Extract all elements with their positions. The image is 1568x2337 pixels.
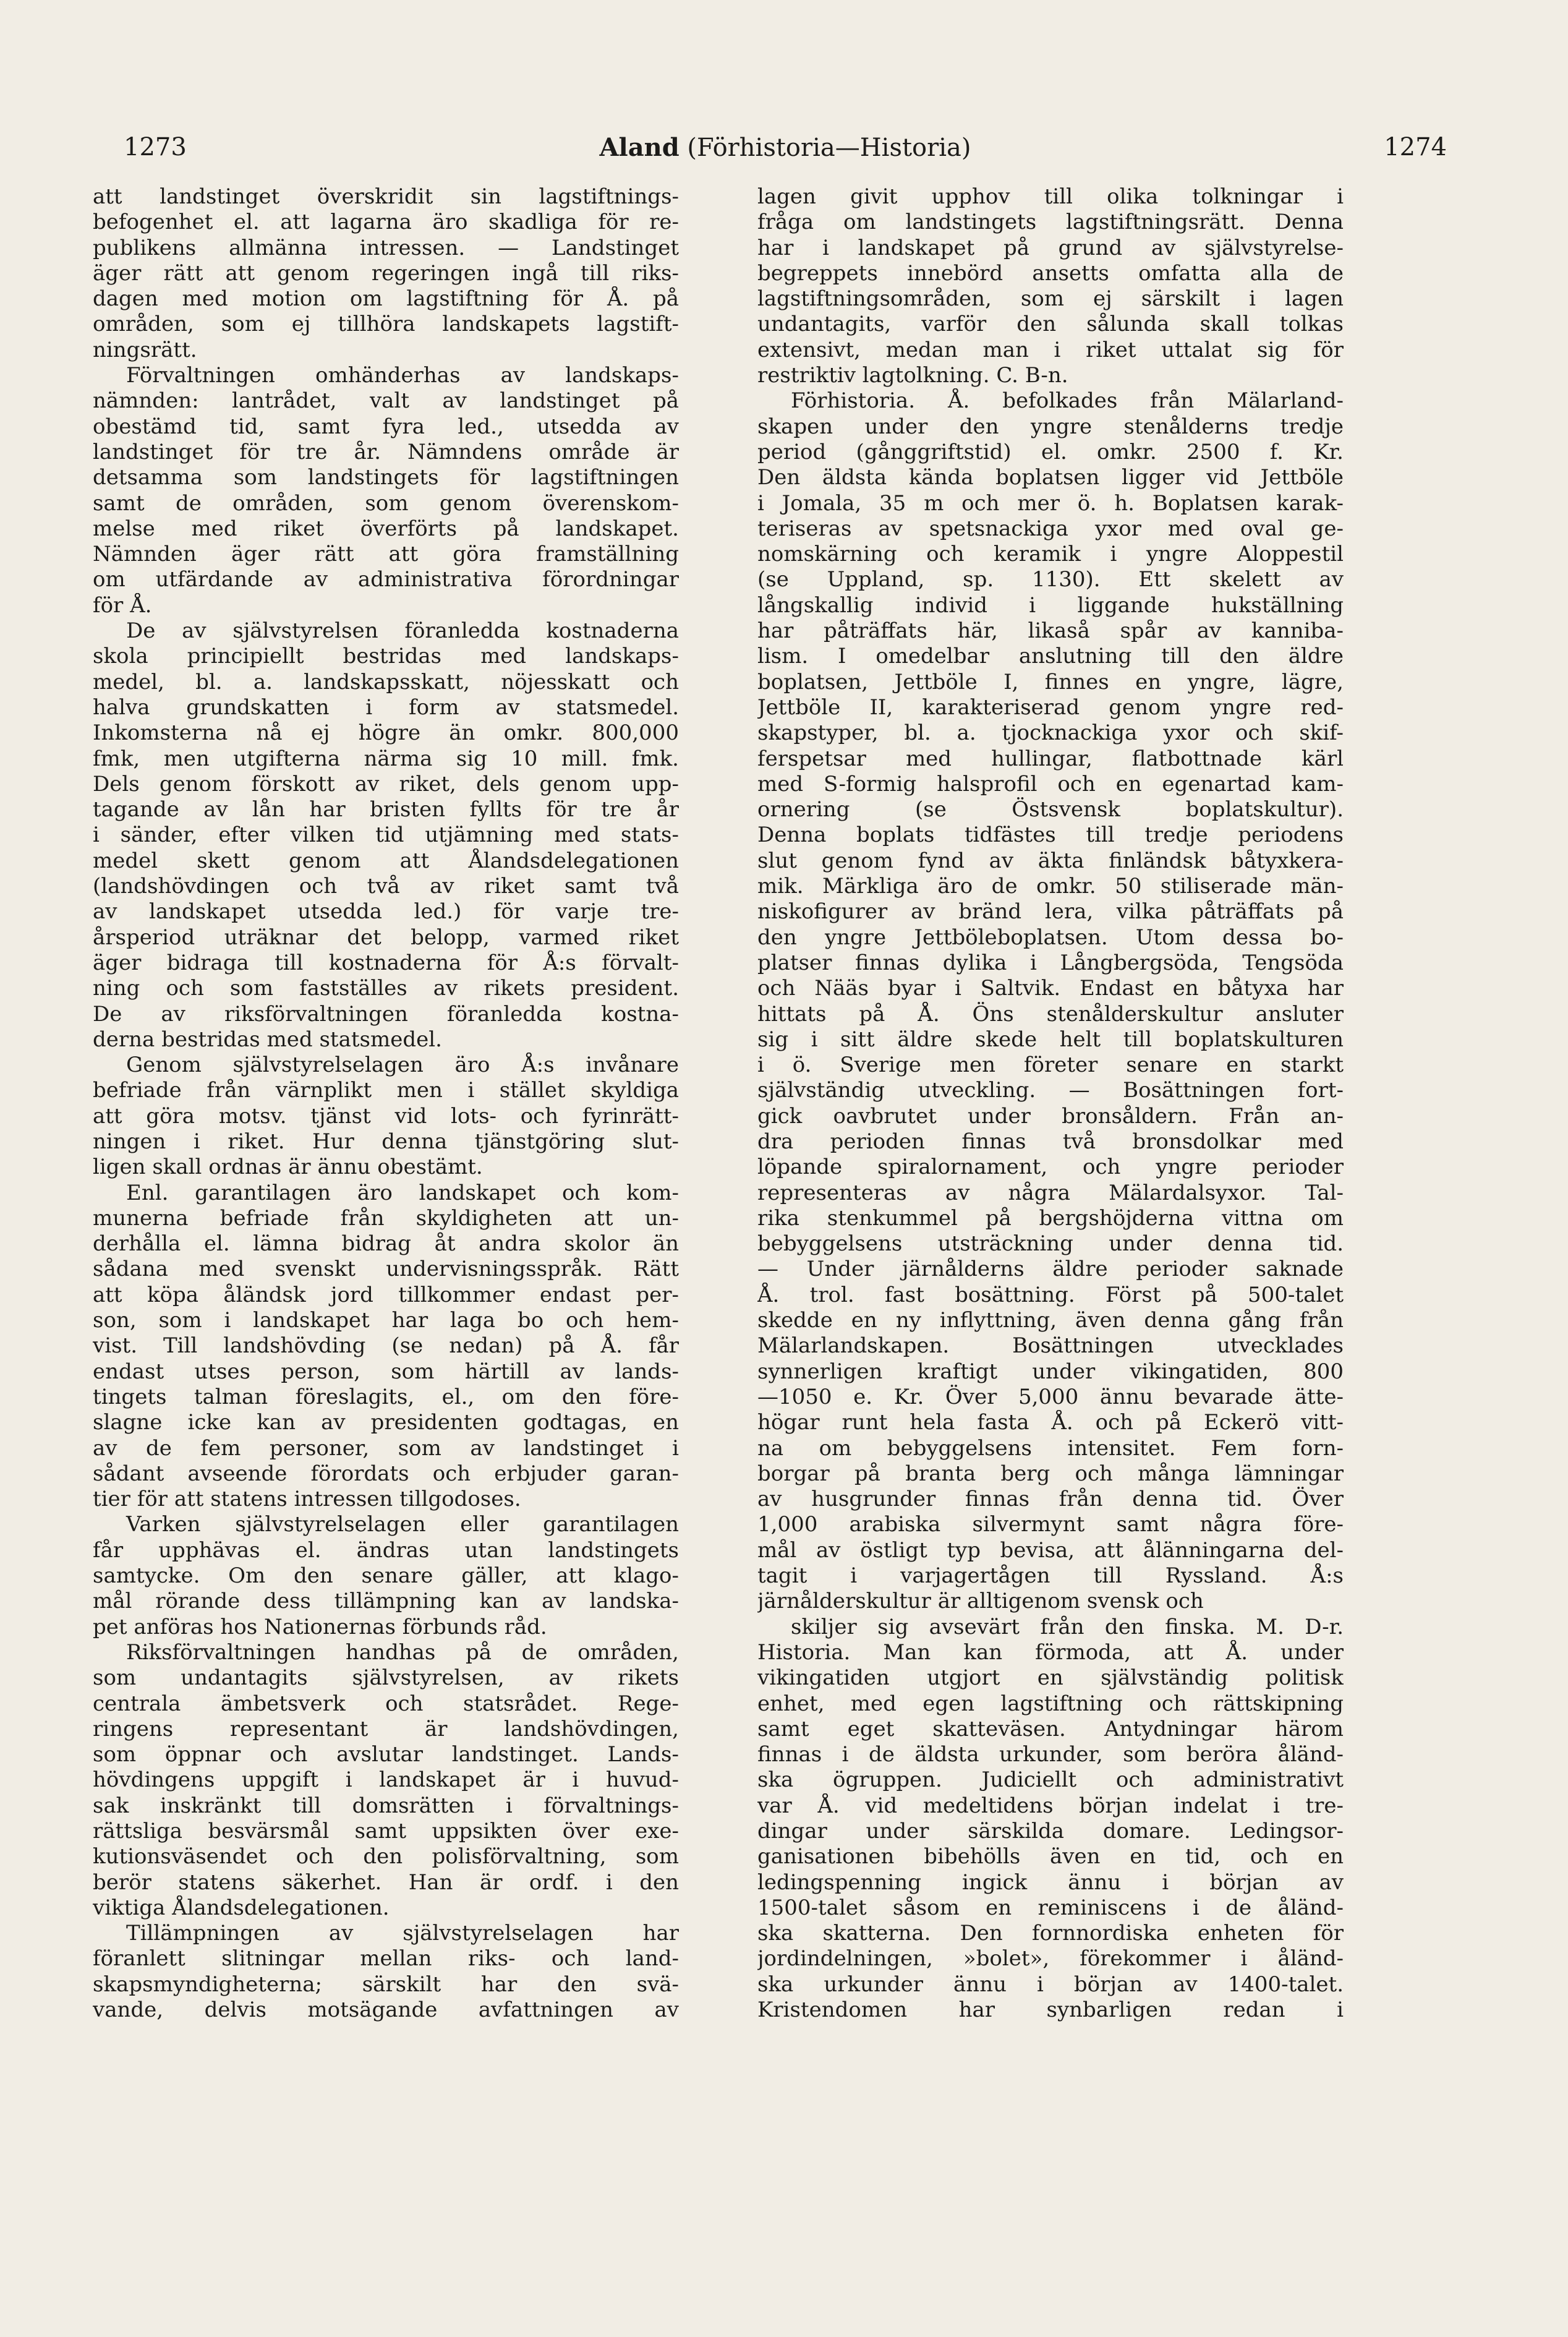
right-column-line: löpande spiralornament, och yngre perioder (757, 1155, 1344, 1180)
left-column-line: derna bestridas med statsmedel. (93, 1027, 442, 1052)
left-column-line: melse med riket överförts på landskapet. (93, 516, 679, 541)
left-column-line: Genom självstyrelselagen äro Å:s invånare (126, 1053, 679, 1078)
left-column-line: slagne icke kan av presidenten godtagas, en (93, 1410, 679, 1435)
right-column-line: ska urkunder ännu i början av 1400-talet. (757, 1972, 1344, 1997)
left-column-line: nämnden: lantrådet, valt av landstinget på (93, 388, 679, 414)
right-column-line: skedde en ny inflyttning, även denna gång från (757, 1308, 1344, 1333)
right-column-line: bebyggelsens utsträckning under denna tid. (757, 1231, 1344, 1257)
left-column-line: om utfärdande av administrativa förordningar (93, 567, 679, 592)
left-column-line: munerna befriade från skyldigheten att un- (93, 1205, 679, 1231)
right-column-line: restriktiv lagtolkning. C. B-n. (757, 363, 1068, 388)
right-column-line: platser finnas dylika i Långbergsöda, Tengsöda (757, 950, 1344, 975)
left-column-line: hövdingens uppgift i landskapet är i huvud- (93, 1767, 679, 1793)
right-column-line: högar runt hela fasta Å. och på Eckerö vitt- (757, 1410, 1344, 1435)
right-column-line: Den äldsta kända boplatsen ligger vid Jettböle (757, 465, 1344, 490)
left-column-line: Varken självstyrelselagen eller garantilagen (126, 1512, 679, 1537)
left-column-line: ningsrätt. (93, 337, 197, 362)
left-column-line: Tillämpningen av självstyrelselagen har (126, 1921, 679, 1946)
left-column-line: vist. Till landshövding (se nedan) på Å. får (93, 1333, 679, 1359)
left-column-line: rättsliga besvärsmål samt uppsikten över exe- (93, 1819, 679, 1844)
right-column (757, 184, 1344, 2023)
left-column-line: pet anföras hos Nationernas förbunds råd. (93, 1614, 547, 1639)
left-column-line: som undantagits självstyrelsen, av rikets (93, 1665, 679, 1691)
right-column-line: teriseras av spetsnackiga yxor med oval ge- (757, 516, 1344, 541)
left-column-line: Inkomsterna nå ej högre än omkr. 800,000 (93, 720, 679, 746)
right-column-line: rika stenkummel på bergshöjderna vittna om (757, 1205, 1344, 1231)
right-column-line: begreppets innebörd ansetts omfatta alla de (757, 260, 1344, 286)
left-column-line: samt de områden, som genom överenskom- (93, 490, 679, 516)
right-column-line: finnas i de äldsta urkunder, som beröra åländ- (757, 1742, 1344, 1767)
left-column-line: Dels genom förskott av riket, dels genom upp- (93, 771, 679, 797)
left-column-line: obestämd tid, samt fyra led., utsedda av (93, 414, 679, 439)
right-column-line: mik. Märkliga äro de omkr. 50 stiliserade män- (757, 874, 1344, 899)
right-column-line: (se Uppland, sp. 1130). Ett skelett av (757, 567, 1344, 592)
right-column-line: Mälarlandskapen. Bosättningen utvecklades (757, 1333, 1344, 1359)
left-column-line: Nämnden äger rätt att göra framställning (93, 542, 679, 567)
left-column-line: årsperiod uträknar det belopp, varmed riket (93, 925, 679, 950)
left-column-line: samtycke. Om den senare gäller, att klago- (93, 1563, 679, 1589)
left-column-line: sådant avseende förordats och erbjuder garan- (93, 1461, 679, 1486)
left-column-line: att köpa åländsk jord tillkommer endast per- (93, 1282, 679, 1307)
right-column-line: lagstiftningsområden, som ej särskilt i lagen (757, 286, 1344, 312)
right-column-line: Jettböle II, karakteriserad genom yngre red- (757, 694, 1344, 720)
left-column-line: får upphävas el. ändras utan landstingets (93, 1537, 679, 1563)
left-column (93, 184, 679, 2023)
right-column-line: period (gånggriftstid) el. omkr. 2500 f. Kr. (757, 439, 1344, 464)
left-column-line: De av självstyrelsen föranledda kostnaderna (126, 618, 679, 644)
left-column-line: ringens representant är landshövdingen, (93, 1716, 679, 1741)
right-column-line: slut genom fynd av äkta finländsk båtyxkera- (757, 848, 1344, 873)
left-column-line: son, som i landskapet har laga bo och hem- (93, 1308, 679, 1333)
right-column-line: ledingspenning ingick ännu i början av (757, 1869, 1344, 1895)
left-column-line: fmk, men utgifterna närma sig 10 mill. fmk. (93, 746, 679, 771)
left-column-line: sak inskränkt till domsrätten i förvaltnings- (93, 1793, 679, 1818)
right-column-line: 1,000 arabiska silvermynt samt några före- (757, 1512, 1344, 1537)
left-column-line: dagen med motion om lagstiftning för Å. på (93, 286, 679, 312)
right-column-line: Kristendomen har synbarligen redan i (757, 1997, 1344, 2023)
right-column-line: boplatsen, Jettböle I, finnes en yngre, lägre, (757, 669, 1344, 694)
left-column-line: för Å. (93, 592, 152, 618)
left-column-line: tingets talman föreslagits, el., om den före- (93, 1384, 679, 1409)
left-column-line: skapsmyndigheterna; särskilt har den svä- (93, 1972, 679, 1997)
right-column-line: i ö. Sverige men företer senare en starkt (757, 1053, 1344, 1078)
left-column-line: tier för att statens intressen tillgodoses. (93, 1487, 521, 1512)
right-column-line: — Under järnålderns äldre perioder saknade (757, 1257, 1344, 1282)
right-column-line: synnerligen kraftigt under vikingatiden, 800 (757, 1359, 1344, 1384)
left-column-line: Enl. garantilagen äro landskapet och kom- (126, 1180, 679, 1205)
right-column-line: har påträffats här, likaså spår av kanniba- (757, 618, 1344, 644)
right-column-line: mål av östligt typ bevisa, att ålänningarna del- (757, 1537, 1344, 1563)
right-column-line: den yngre Jettböleboplatsen. Utom dessa bo- (757, 925, 1344, 950)
left-column-line: mål rörande dess tillämpning kan av landska- (93, 1589, 679, 1614)
right-column-line: nomskärning och keramik i yngre Aloppestil (757, 542, 1344, 567)
left-column-line: vande, delvis motsägande avfattningen av (93, 1997, 679, 2023)
right-column-line: Denna boplats tidfästes till tredje periodens (757, 822, 1344, 848)
left-column-line: endast utses person, som härtill av lands- (93, 1359, 679, 1384)
right-column-line: —1050 e. Kr. Över 5,000 ännu bevarade ätte- (757, 1384, 1344, 1409)
right-column-line: jordindelningen, »bolet», förekommer i åländ- (757, 1946, 1344, 1972)
left-column-line: föranlett slitningar mellan riks- och land- (93, 1946, 679, 1972)
right-column-line: av husgrunder finnas från denna tid. Över (757, 1487, 1344, 1512)
page-number-right: 1274 (1384, 133, 1447, 161)
left-column-line: viktiga Ålandsdelegationen. (93, 1895, 390, 1920)
right-column-line: tagit i varjagertågen till Ryssland. Å:s (757, 1563, 1344, 1589)
right-column-line: dingar under särskilda domare. Ledingsor- (757, 1819, 1344, 1844)
running-title-keyword: Aland (599, 133, 680, 162)
right-column-line: lism. I omedelbar anslutning till den äldre (757, 644, 1344, 669)
left-column-line: berör statens säkerhet. Han är ordf. i den (93, 1869, 679, 1895)
right-column-line: med S-formig halsprofil och en egenartad kam- (757, 771, 1344, 797)
right-column-line: na om bebyggelsens intensitet. Fem forn- (757, 1435, 1344, 1461)
right-column-line: dra perioden finnas två bronsdolkar med (757, 1129, 1344, 1154)
left-column-line: i sänder, efter vilken tid utjämning med stats- (93, 822, 679, 848)
running-title-rest: (Förhistoria—Historia) (679, 134, 971, 162)
right-column-line: skiljer sig avsevärt från den finska. M. D-r. (791, 1614, 1344, 1639)
left-column-line: medel, bl. a. landskapsskatt, nöjesskatt och (93, 669, 679, 694)
right-column-line: ska ögruppen. Judiciellt och administrativt (757, 1767, 1344, 1793)
right-column-line: var Å. vid medeltidens början indelat i tre- (757, 1793, 1344, 1818)
left-column-line: derhålla el. lämna bidrag åt andra skolor än (93, 1231, 679, 1257)
right-column-line: Förhistoria. Å. befolkades från Mälarland- (791, 388, 1344, 414)
right-column-line: hittats på Å. Öns stenålderskultur ansluter (757, 1001, 1344, 1027)
right-column-line: Historia. Man kan förmoda, att Å. under (757, 1639, 1344, 1665)
left-column-line: ning och som fastställes av rikets president. (93, 976, 679, 1001)
right-column-line: självständig utveckling. — Bosättningen fort- (757, 1078, 1344, 1103)
left-column-line: som öppnar och avslutar landstinget. Lands- (93, 1742, 679, 1767)
right-column-line: och Nääs byar i Saltvik. Endast en båtyxa har (757, 976, 1344, 1001)
left-column-line: befogenhet el. att lagarna äro skadliga för re- (93, 210, 679, 235)
left-column-line: ningen i riket. Hur denna tjänstgöring slut- (93, 1129, 679, 1154)
running-title (124, 133, 1447, 162)
right-column-line: gick oavbrutet under bronsåldern. Från an- (757, 1103, 1344, 1129)
left-column-line: halva grundskatten i form av statsmedel. (93, 694, 679, 720)
right-column-line: ornering (se Östsvensk boplatskultur). (757, 797, 1344, 822)
left-column-line: sådana med svenskt undervisningsspråk. Rätt (93, 1257, 679, 1282)
right-column-line: skapstyper, bl. a. tjocknackiga yxor och skif- (757, 720, 1344, 746)
right-column-line: vikingatiden utgjort en självständig politisk (757, 1665, 1344, 1691)
right-column-line: lagen givit upphov till olika tolkningar i (757, 184, 1344, 209)
left-column-line: Förvaltningen omhänderhas av landskaps- (126, 363, 679, 388)
right-column-line: järnålderskultur är alltigenom svensk och (757, 1589, 1204, 1614)
right-column-line: ska skatterna. Den fornnordiska enheten för (757, 1921, 1344, 1946)
right-column-line: ganisationen bibehölls även en tid, och en (757, 1844, 1344, 1869)
right-column-line: enhet, med egen lagstiftning och rättskipning (757, 1691, 1344, 1716)
left-column-line: äger rätt att genom regeringen ingå till riks- (93, 260, 679, 286)
running-header (124, 133, 1447, 170)
left-column-line: att landstinget överskridit sin lagstiftnings- (93, 184, 679, 209)
right-column-line: fråga om landstingets lagstiftningsrätt. Denna (757, 210, 1344, 235)
left-column-line: områden, som ej tillhöra landskapets lagstift- (93, 312, 679, 337)
right-column-line: niskofigurer av bränd lera, vilka påträffats på (757, 899, 1344, 925)
left-column-line: att göra motsv. tjänst vid lots- och fyrinrätt- (93, 1103, 679, 1129)
right-column-line: borgar på branta berg och många lämningar (757, 1461, 1344, 1486)
left-column-line: Riksförvaltningen handhas på de områden, (126, 1639, 679, 1665)
left-column-line: De av riksförvaltningen föranledda kostna- (93, 1001, 679, 1027)
right-column-line: samt eget skatteväsen. Antydningar härom (757, 1716, 1344, 1741)
page-number-left: 1273 (124, 133, 187, 161)
left-column-line: centrala ämbetsverk och statsrådet. Rege- (93, 1691, 679, 1716)
right-column-line: 1500-talet såsom en reminiscens i de åländ- (757, 1895, 1344, 1920)
right-column-line: i Jomala, 35 m och mer ö. h. Boplatsen karak- (757, 490, 1344, 516)
right-column-line: har i landskapet på grund av självstyrelse- (757, 235, 1344, 260)
right-column-line: skapen under den yngre stenålderns tredje (757, 414, 1344, 439)
right-column-line: ferspetsar med hullingar, flatbottnade kärl (757, 746, 1344, 771)
right-column-line: representeras av några Mälardalsyxor. Tal- (757, 1180, 1344, 1205)
left-column-line: skola principiellt bestridas med landskaps- (93, 644, 679, 669)
left-column-line: äger bidraga till kostnaderna för Å:s förvalt- (93, 950, 679, 975)
right-column-line: undantagits, varför den sålunda skall tolkas (757, 312, 1344, 337)
left-column-line: av de fem personer, som av landstinget i (93, 1435, 679, 1461)
left-column-line: landstinget för tre år. Nämndens område är (93, 439, 679, 464)
left-column-line: tagande av lån har bristen fyllts för tre år (93, 797, 679, 822)
left-column-line: av landskapet utsedda led.) för varje tre- (93, 899, 679, 925)
right-column-line: långskallig individ i liggande hukställning (757, 592, 1344, 618)
left-column-line: (landshövdingen och två av riket samt två (93, 874, 679, 899)
left-column-line: publikens allmänna intressen. — Landstinget (93, 235, 679, 260)
right-column-line: Å. trol. fast bosättning. Först på 500-talet (757, 1282, 1344, 1307)
right-column-line: extensivt, medan man i riket uttalat sig för (757, 337, 1344, 362)
left-column-line: ligen skall ordnas är ännu obestämt. (93, 1155, 483, 1180)
left-column-line: kutionsväsendet och den polisförvaltning, som (93, 1844, 679, 1869)
right-column-line: sig i sitt äldre skede helt till boplatskulturen (757, 1027, 1344, 1052)
left-column-line: detsamma som landstingets för lagstiftningen (93, 465, 679, 490)
left-column-line: befriade från värnplikt men i stället skyldiga (93, 1078, 679, 1103)
left-column-line: medel skett genom att Ålandsdelegationen (93, 848, 679, 873)
